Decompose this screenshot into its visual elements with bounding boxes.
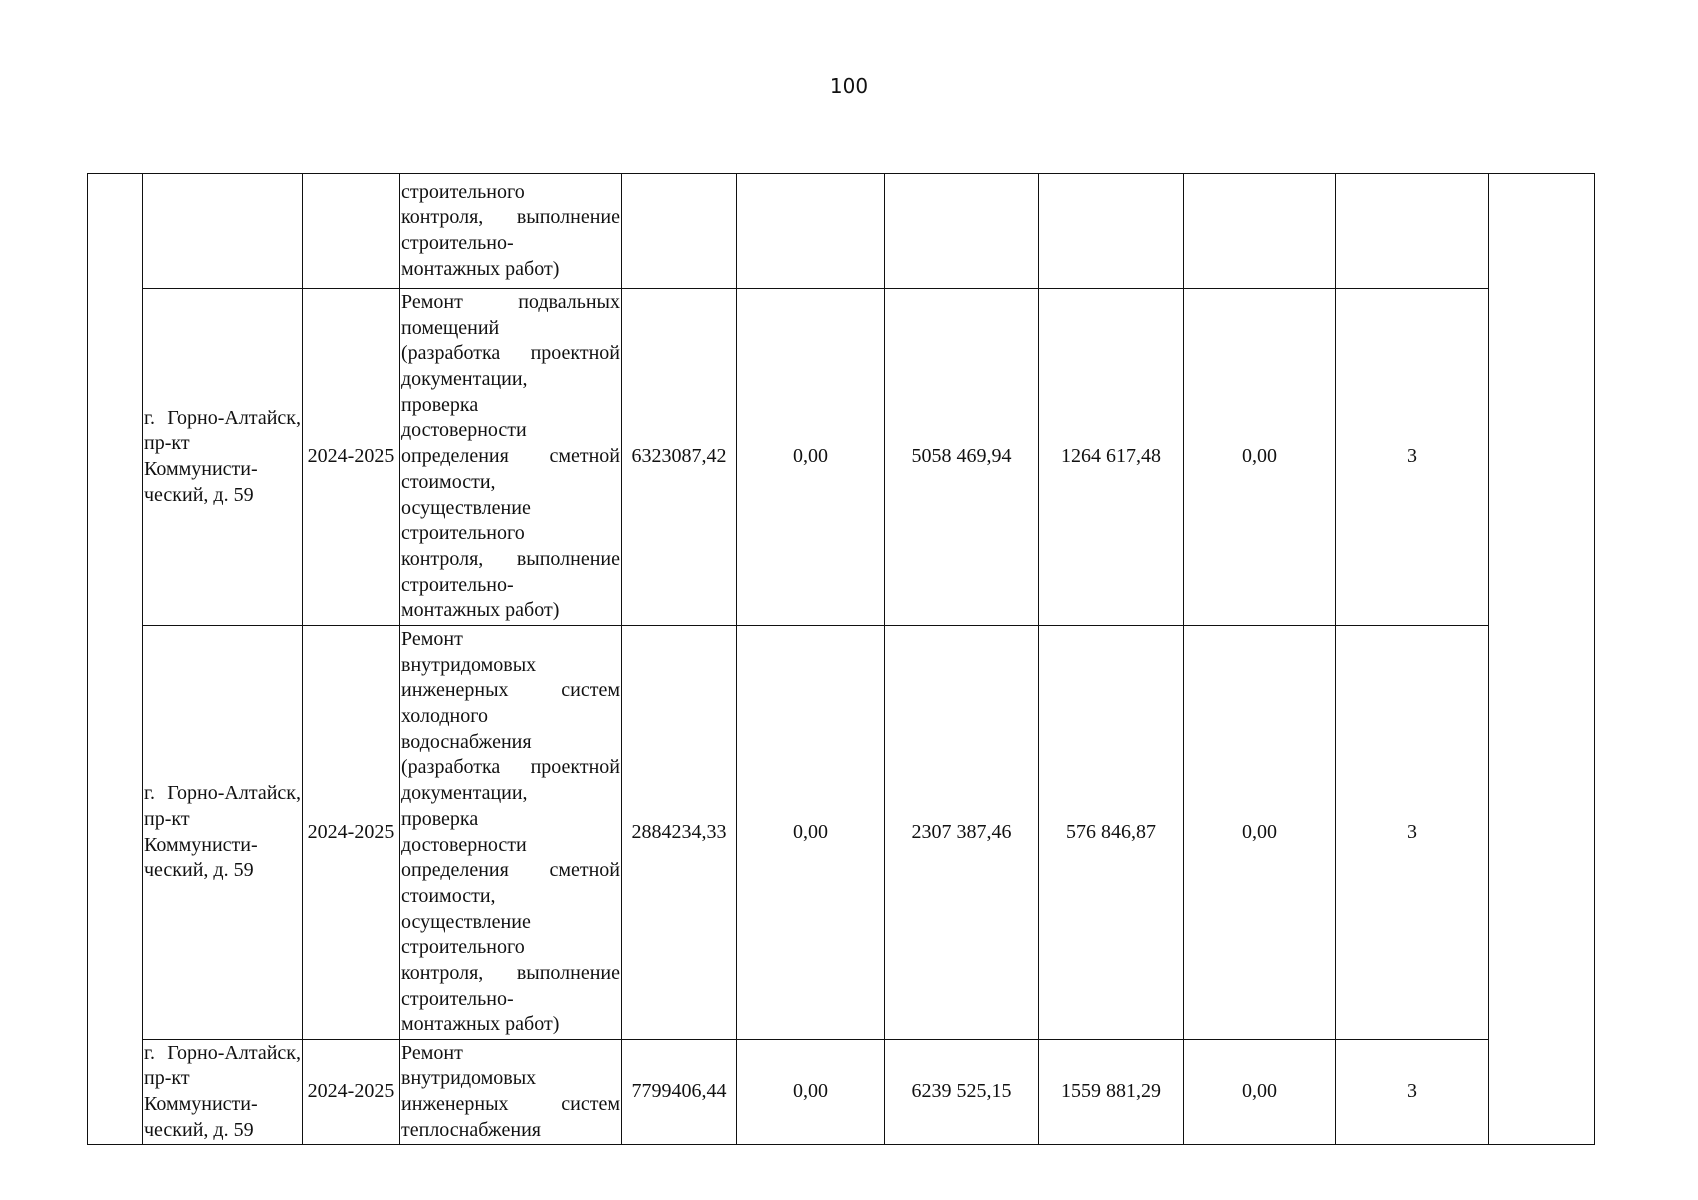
work-description-cell bbox=[400, 289, 622, 626]
work-text-line: документации, bbox=[401, 368, 528, 391]
cost-col-c-cell: 576 846,87 bbox=[1039, 626, 1184, 1040]
years-cell bbox=[303, 1040, 400, 1145]
work-text-line: контроля, выполнение bbox=[401, 962, 620, 985]
work-text-line: документации, bbox=[401, 782, 528, 805]
cost-col-d-cell: 0,00 bbox=[1184, 626, 1336, 1040]
cost-col-b-cell: 6239 525,15 bbox=[885, 1040, 1039, 1145]
cost-col-e-cell: 3 bbox=[1336, 289, 1489, 626]
work-description-cell bbox=[400, 174, 622, 289]
address-cell: г. Горно-Алтайск, пр-кт Коммунисти-ческий, д. 59 bbox=[143, 1040, 303, 1145]
work-text-line: строительно- bbox=[401, 573, 514, 596]
cost-col-a-cell: 0,00 bbox=[737, 626, 885, 1040]
work-text-line: определения сметной bbox=[401, 859, 620, 882]
work-text-line: монтажных работ) bbox=[401, 599, 560, 622]
cost-col-a-cell bbox=[737, 174, 885, 289]
work-text-line: строительного bbox=[401, 180, 525, 203]
total-cost-cell: 2884234,33 bbox=[622, 626, 737, 1040]
work-text-line: (разработка проектной bbox=[401, 756, 620, 779]
cost-col-e-cell: 3 bbox=[1336, 626, 1489, 1040]
work-text-line: Ремонт подвальных bbox=[401, 290, 620, 313]
work-text-line: проверка bbox=[401, 807, 479, 830]
work-text-line: стоимости, bbox=[401, 884, 496, 907]
cost-col-e-cell bbox=[1336, 174, 1489, 289]
work-text-line: (разработка проектной bbox=[401, 342, 620, 365]
page-number: 100 bbox=[829, 74, 869, 98]
works-table bbox=[87, 173, 1595, 1145]
work-text-line: контроля, выполнение bbox=[401, 206, 620, 229]
work-text-line: стоимости, bbox=[401, 470, 496, 493]
table-row bbox=[88, 289, 1595, 626]
work-text-line: строительного bbox=[401, 936, 525, 959]
work-text-line: Ремонт bbox=[401, 627, 463, 650]
last-column-cell bbox=[1489, 174, 1595, 1145]
cost-col-d-cell: 0,00 bbox=[1184, 289, 1336, 626]
work-text-line: внутридомовых bbox=[401, 1067, 537, 1090]
work-text-line: строительно- bbox=[401, 232, 514, 254]
work-text-line: осуществление bbox=[401, 496, 531, 519]
cost-col-c-cell: 1559 881,29 bbox=[1039, 1040, 1184, 1145]
years-text: 2024-2025 bbox=[307, 445, 395, 468]
work-text-line: теплоснабжения bbox=[401, 1118, 541, 1141]
work-text-line: строительно- bbox=[401, 987, 514, 1010]
work-text-line: инженерных систем bbox=[401, 679, 620, 702]
years-text: 2024-2025 bbox=[307, 1080, 395, 1103]
table-row bbox=[88, 1040, 1595, 1145]
total-cost-cell: 7799406,44 bbox=[622, 1040, 737, 1145]
work-text-line: внутридомовых bbox=[401, 653, 537, 676]
work-text-line: помещений bbox=[401, 316, 500, 339]
cost-col-d-cell: 0,00 bbox=[1184, 1040, 1336, 1145]
work-description-cell bbox=[400, 1040, 622, 1145]
years-text: 2024-2025 bbox=[307, 820, 395, 843]
cost-col-a-cell: 0,00 bbox=[737, 1040, 885, 1145]
cost-col-c-cell bbox=[1039, 174, 1184, 289]
cost-col-c-cell: 1264 617,48 bbox=[1039, 289, 1184, 626]
work-text-line: определения сметной bbox=[401, 445, 620, 468]
years-cell bbox=[303, 174, 400, 289]
work-description-cell bbox=[400, 626, 622, 1040]
table-row bbox=[88, 626, 1595, 1040]
years-cell bbox=[303, 626, 400, 1040]
total-cost-cell bbox=[622, 174, 737, 289]
work-text-line: Ремонт bbox=[401, 1041, 463, 1064]
work-text-line: монтажных работ) bbox=[401, 257, 560, 280]
total-cost-cell: 6323087,42 bbox=[622, 289, 737, 626]
work-text-line: достоверности bbox=[401, 419, 527, 442]
work-text-line: проверка bbox=[401, 393, 479, 416]
address-cell bbox=[143, 174, 303, 289]
work-text-line: монтажных работ) bbox=[401, 1013, 560, 1036]
cost-col-d-cell bbox=[1184, 174, 1336, 289]
work-text-line: холодного bbox=[401, 704, 488, 727]
work-text-line: инженерных систем bbox=[401, 1093, 620, 1115]
cost-col-b-cell: 2307 387,46 bbox=[885, 626, 1039, 1040]
cost-col-a-cell: 0,00 bbox=[737, 289, 885, 626]
cost-col-b-cell bbox=[885, 174, 1039, 289]
address-cell: г. Горно-Алтайск, пр-кт Коммунисти-ческий, д. 59 bbox=[143, 289, 303, 626]
work-text-line: достоверности bbox=[401, 833, 527, 856]
work-text-line: строительного bbox=[401, 522, 525, 545]
years-cell bbox=[303, 289, 400, 626]
table-row-continued bbox=[88, 174, 1595, 289]
cost-col-e-cell: 3 bbox=[1336, 1040, 1489, 1145]
row-number-cell bbox=[88, 174, 143, 1145]
address-cell: г. Горно-Алтайск, пр-кт Коммунисти-ческий, д. 59 bbox=[143, 626, 303, 1040]
cost-col-b-cell: 5058 469,94 bbox=[885, 289, 1039, 626]
work-text-line: осуществление bbox=[401, 910, 531, 933]
work-text-line: водоснабжения bbox=[401, 730, 532, 753]
work-text-line: контроля, выполнение bbox=[401, 547, 620, 570]
